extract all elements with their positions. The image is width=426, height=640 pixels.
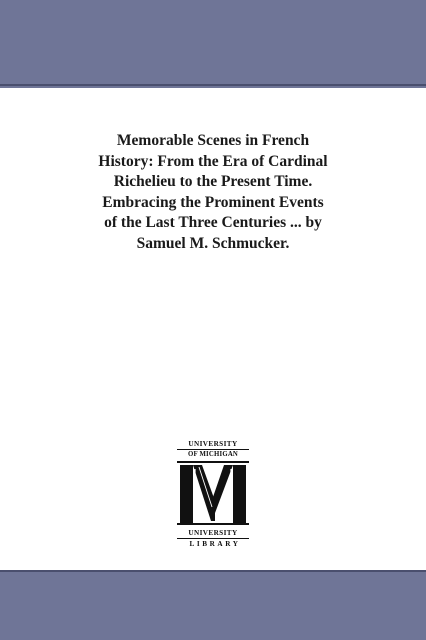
title-line: Richelieu to the Present Time.	[113, 173, 313, 190]
title-line: of the Last Three Centuries ... by	[104, 214, 322, 231]
title-line: Memorable Scenes in French	[116, 132, 310, 149]
university-library-logo	[177, 440, 249, 566]
logo-text-university-bottom: UNIVERSITY	[188, 529, 238, 537]
bottom-color-band	[0, 570, 426, 640]
logo-divider	[177, 538, 249, 539]
top-color-band	[0, 0, 426, 86]
logo-text-of-michigan: OF MICHIGAN	[187, 451, 239, 458]
logo-divider	[177, 449, 249, 450]
logo-text-university: UNIVERSITY	[188, 440, 238, 448]
title-line: Embracing the Prominent Events	[102, 193, 324, 211]
university-of-michigan-m-icon	[177, 461, 249, 527]
title-line: Samuel M. Schmucker.	[136, 234, 290, 252]
logo-text-library: LIBRARY	[189, 540, 241, 548]
book-title	[40, 131, 386, 254]
title-line: History: From the Era of Cardinal	[98, 152, 328, 170]
